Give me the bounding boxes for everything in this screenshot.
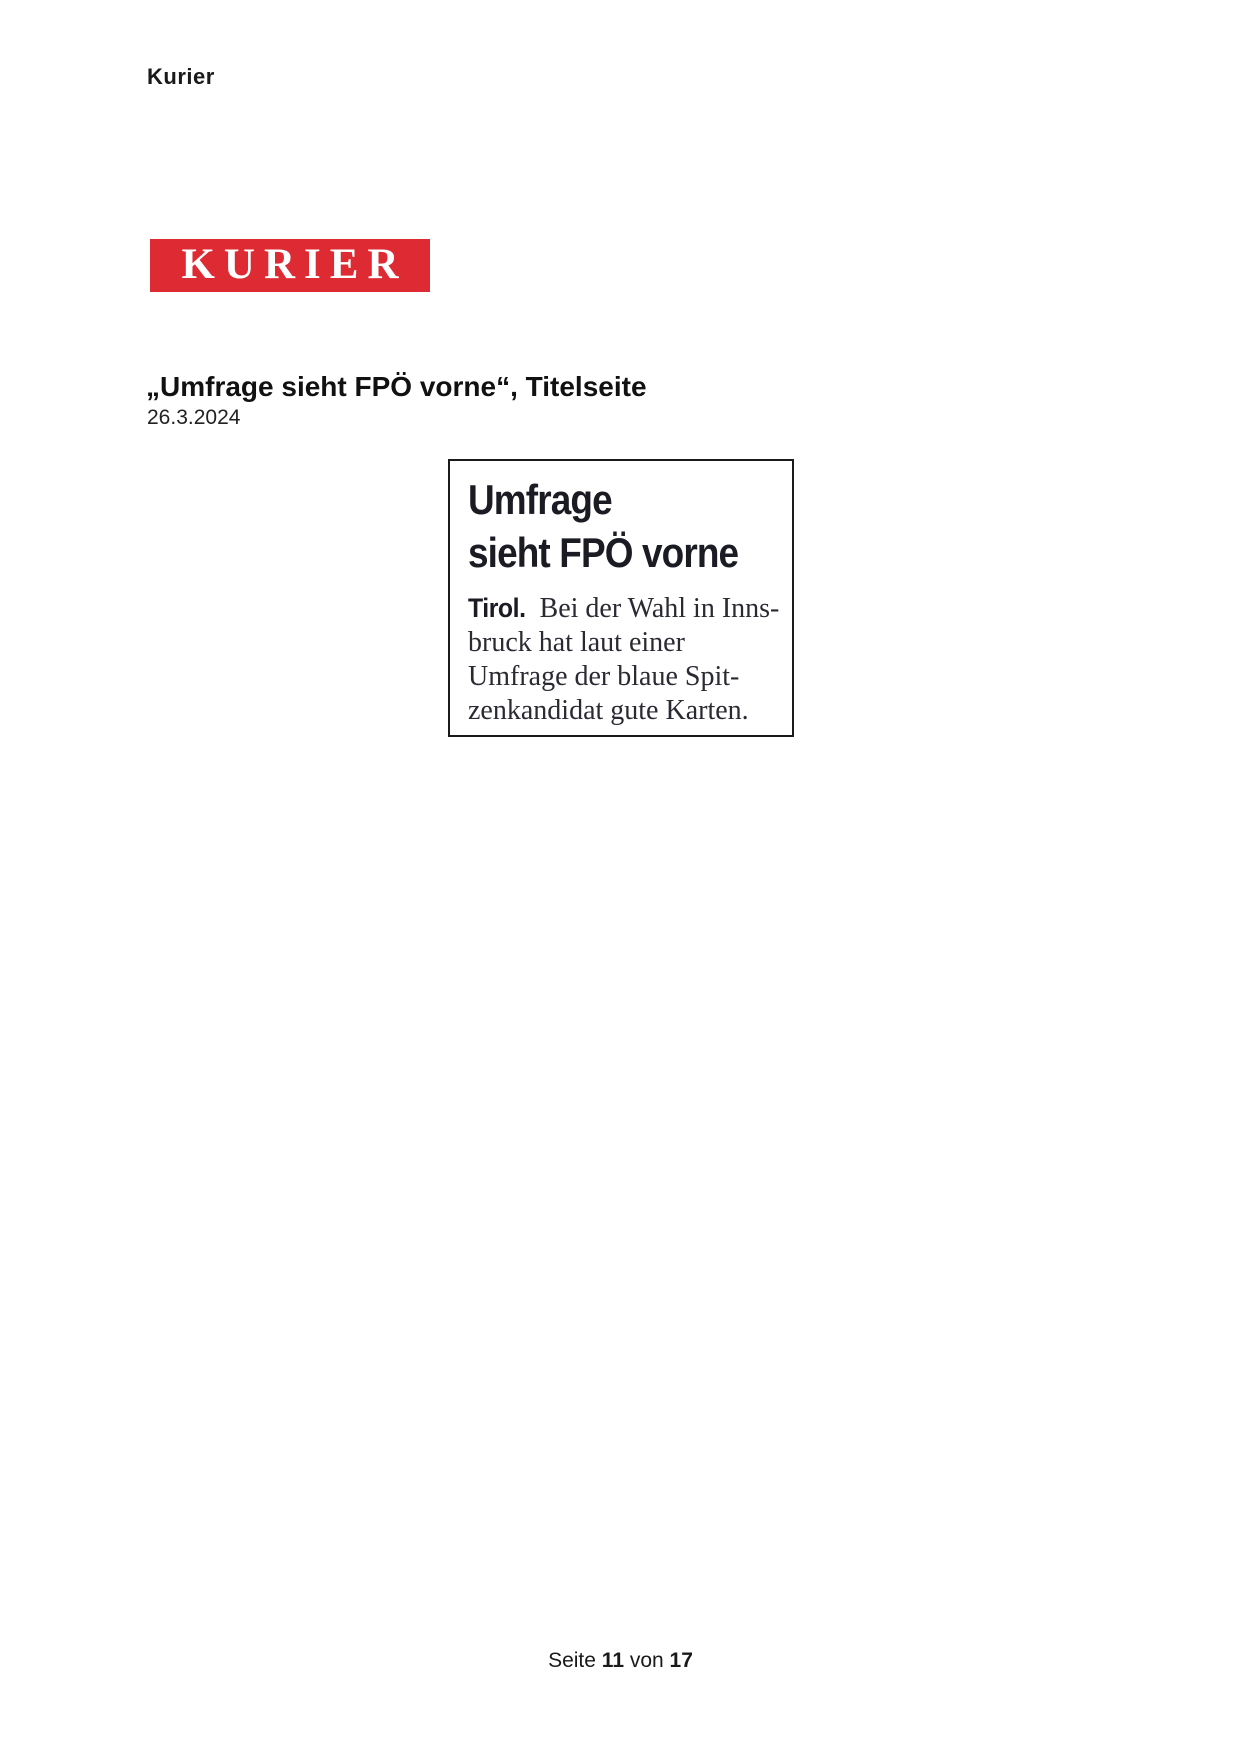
kurier-logo: KURIER [150,239,430,292]
clipping-body-lead: Tirol. [468,593,526,623]
newspaper-clipping [448,459,794,737]
article-date: 26.3.2024 [147,406,241,429]
page-footer [0,1649,1241,1673]
source-name-label: Kurier [147,64,215,89]
clipping-headline [468,473,739,579]
clipping-headline-line2: sieht FPÖ vorne [468,529,739,576]
clipping-body-line1-text: Bei der Wahl in Inns- [539,593,780,624]
article-title: „Umfrage sieht FPÖ vorne“, Titelseite [146,371,647,402]
footer-prefix: Seite [548,1649,596,1672]
clipping-body-line [468,591,780,626]
clipping-body-line: Umfrage der blaue Spit- [468,661,740,692]
clipping-headline-line1: Umfrage [468,476,612,523]
footer-middle: von [629,1649,664,1672]
footer-page-number: 11 [601,1649,624,1672]
clipping-body [468,591,780,728]
clipping-body-line: zenkandidat gute Karten. [468,695,749,726]
footer-page-total: 17 [669,1649,693,1672]
clipping-body-line: bruck hat laut einer [468,627,685,658]
